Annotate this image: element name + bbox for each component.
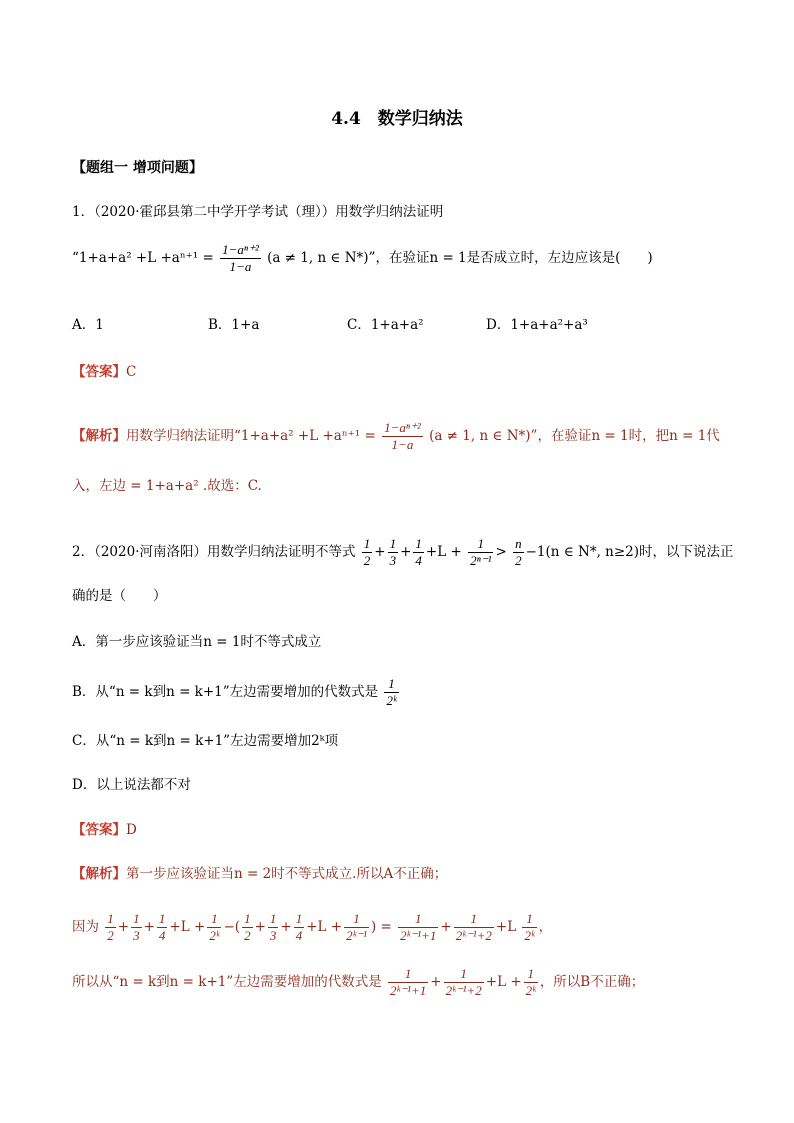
q2-analysis-text: 第一步应该验证当n = 2时不等式成立.所以A不正确； (126, 866, 448, 882)
q1-analysis-text-b: (a ≠ 1, n ∈ N*)”，在验证n = 1时，把n = 1代 (429, 428, 720, 444)
frac-1-4: $\frac{1}{4}$ (158, 911, 166, 943)
q2-frac-last: $\frac{1}{\text{2ⁿ⁻¹}}$ (470, 536, 492, 568)
q1-analysis-line1 (72, 420, 720, 453)
frac-b-2: $\frac{1}{\text{2ᵏ⁻¹+2}}$ (445, 966, 482, 998)
q2-stem-line1: 2．（2020·河南洛阳）用数学归纳法证明不等式 $\frac{1}{2}$ + $\frac{1}{3}$ + $\frac{1}{4}$ +L + $\frac{1}{\text{2ⁿ⁻¹}}$ > $\frac{n}{2}$ −1(n ∈ N*, n≥2)时，以下说法正 (72, 536, 734, 568)
q2-frac-n: $\frac{n}{2}$ (515, 536, 522, 568)
q1-option-a: A．1 (72, 317, 104, 333)
q2-stem-cond: −1(n ∈ N*, n≥2)时，以下说法正 (525, 544, 734, 560)
frac-b: $\frac{1}{\text{2ᵏ⁻¹+2}}$ (455, 911, 492, 943)
q1-answer (72, 362, 136, 382)
frac-1-3: $\frac{1}{3}$ (133, 911, 140, 943)
q2-answer-label: 【答案】 (72, 822, 126, 838)
q1-frac-num: 1−aⁿ⁺² (222, 242, 259, 257)
q2-option-b-frac: $\frac{1}{\text{2ᵏ}}$ (386, 676, 397, 708)
q2-stem-text: 2．（2020·河南洛阳）用数学归纳法证明不等式 (72, 544, 356, 560)
q1-analysis-label: 【解析】 (72, 428, 126, 444)
q1-option-c: C．1+a+a² (347, 317, 424, 333)
q1-option-b: B．1+a (208, 317, 260, 333)
q1-fraction (220, 242, 261, 275)
frac-1-2k-2: $\frac{1}{\text{2ᵏ}}$ (525, 966, 536, 998)
q2-analysis-line3: 所以从“n = k到n = k+1”左边需要增加的代数式是 $\frac{1}{\text{2ᵏ⁻¹+1}}$ + $\frac{1}{\text{2ᵏ⁻¹+2}}$ +L + $\frac{1}{\text{2ᵏ}}$ ，所以B不正确； (72, 966, 645, 998)
q1-answer-value: C (126, 364, 137, 380)
q2-stem-ineq: > (495, 544, 512, 560)
q1-analysis-text-a: 用数学归纳法证明“1+a+a² +L +aⁿ⁺¹ = (126, 428, 376, 444)
q2-option-c: C．从“n = k到n = k+1”左边需要增加2ᵏ项 (72, 733, 339, 749)
q1-formula (72, 242, 653, 275)
frac-1-2k: $\frac{1}{\text{2ᵏ}}$ (209, 911, 220, 943)
q1-option-d: D．1+a+a²+a³ (486, 317, 588, 333)
q2-answer (72, 820, 137, 840)
q2-option-b (72, 676, 401, 709)
q2-option-a: A．第一步应该验证当n = 1时不等式成立 (72, 634, 322, 650)
q1-answer-label: 【答案】 (72, 364, 126, 380)
q2-analysis-line1 (72, 864, 447, 884)
q1-analysis-line2: 入，左边 = 1+a+a² .故选：C. (72, 478, 262, 494)
page-title: 4.4 数学归纳法 (331, 109, 463, 129)
q2-answer-value: D (126, 822, 137, 838)
q1-stem: 1．（2020·霍邱县第二中学开学考试（理））用数学归纳法证明 (72, 204, 444, 220)
q1-formula-left: “1+a+a² +L +aⁿ⁺¹ = (72, 250, 214, 266)
q2-frac-quarter: $\frac{1}{4}$ (415, 536, 422, 568)
q1-formula-tail: ，在验证n = 1是否成立时，左边应该是( ) (375, 250, 653, 266)
q2-frac-half: $\frac{1}{2}$ (363, 536, 371, 568)
q1-analysis-frac-den: 1−a (391, 437, 414, 452)
q2-analysis-label: 【解析】 (72, 866, 126, 882)
q2-stem-line2: 确的是（ ） (72, 588, 167, 604)
q1-analysis-fraction (382, 420, 423, 453)
q2-stem-mid: +L + (425, 544, 462, 560)
q2-option-d: D．以上说法都不对 (72, 777, 191, 793)
q2-frac-third: $\frac{1}{3}$ (389, 536, 397, 568)
q2-analysis-line2: 因为 $\frac{1}{2}$ + $\frac{1}{3}$ + $\frac{1}{4}$ +L + $\frac{1}{\text{2ᵏ}}$ −( $\frac{1}{2}$ + $\frac{1}{3}$ + $\frac{1}{4}$ +L + $\frac{1}{\text{2ᵏ⁻¹}}$ ) = $\frac{1}{\text{2ᵏ⁻¹+1}}$ + $\frac{1}{\text{2ᵏ⁻¹+2}}$ +L $\frac{1}{\text{2ᵏ}}$ ， (72, 911, 553, 943)
q1-analysis-frac-num: 1−aⁿ⁺² (384, 420, 421, 435)
frac-1-2k1: $\frac{1}{\text{2ᵏ⁻¹}}$ (346, 911, 367, 943)
frac-1-2: $\frac{1}{2}$ (107, 911, 114, 943)
q1-formula-cond: (a ≠ 1, n ∈ N*)” (267, 250, 376, 266)
frac-a: $\frac{1}{\text{2ᵏ⁻¹+1}}$ (400, 911, 437, 943)
q1-frac-den: 1−a (229, 259, 252, 274)
group-heading: 【题组一 增项问题】 (72, 160, 203, 176)
q2-option-b-text: B．从“n = k到n = k+1”左边需要增加的代数式是 (72, 684, 379, 700)
frac-a-2: $\frac{1}{\text{2ᵏ⁻¹+1}}$ (390, 966, 427, 998)
